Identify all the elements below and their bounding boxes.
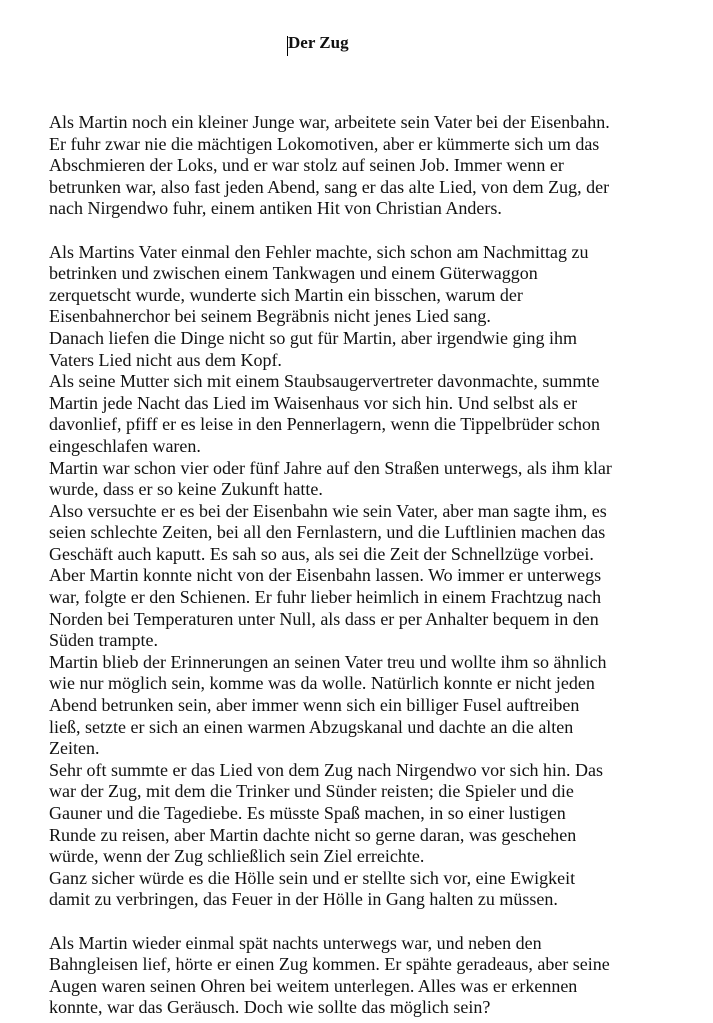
text-line: Als Martins Vater einmal den Fehler machte, sich schon am Nachmittag zu	[49, 241, 589, 262]
text-line: Als Martin noch ein kleiner Junge war, arbeitete sein Vater bei der Eisenbahn.	[49, 112, 610, 132]
text-line: Sehr oft summte er das Lied von dem Zug nach Nirgendwo vor sich hin. Das	[49, 759, 604, 780]
paragraph	[49, 112, 699, 220]
text-line: seien schlechte Zeiten, bei all den Fernlastern, und die Luftlinien machen das	[49, 522, 606, 543]
text-line: Augen waren seinen Ohren bei weitem unterlegen. Alles was er erkennen	[49, 975, 578, 996]
paragraph-gap	[49, 220, 699, 242]
text-line: Also versuchte er es bei der Eisenbahn wie sein Vater, aber man sagte ihm, es	[49, 500, 607, 521]
text-line: Runde zu reisen, aber Martin dachte nicht so gerne daran, was geschehen	[49, 824, 577, 845]
text-line: betrinken und zwischen einem Tankwagen und einem Güterwaggon	[49, 263, 538, 284]
text-line: Gauner und die Tagediebe. Es müsste Spaß machen, in so einer lustigen	[49, 803, 566, 823]
text-line: Geschäft auch kaputt. Es sah so aus, als sei die Zeit der Schnellzüge vorbei.	[49, 543, 594, 564]
text-line: betrunken war, also fast jeden Abend, sang er das alte Lied, von dem Zug, der	[49, 176, 610, 197]
text-line: wurde, dass er so keine Zukunft hatte.	[49, 479, 323, 500]
text-line: Norden bei Temperaturen unter Null, als dass er per Anhalter bequem in den	[49, 608, 599, 629]
text-line: wie nur möglich sein, komme was da wolle. Natürlich konnte er nicht jeden	[49, 673, 595, 694]
text-line: nach Nirgendwo fuhr, einem antiken Hit von Christian Anders.	[49, 198, 502, 219]
text-line: zerquetscht wurde, wunderte sich Martin ein bisschen, warum der	[49, 284, 523, 305]
paragraph	[49, 933, 699, 1019]
text-line: Als seine Mutter sich mit einem Staubsaugervertreter davonmachte, summte	[49, 371, 600, 392]
text-line: Abend betrunken sein, aber immer wenn sich ein billiger Fusel auftreiben	[49, 695, 580, 716]
text-line: eingeschlafen waren.	[49, 435, 201, 456]
text-line: Als Martin wieder einmal spät nachts unterwegs war, und neben den	[49, 932, 542, 953]
text-line: war, folgte er den Schienen. Er fuhr lieber heimlich in einem Frachtzug nach	[49, 587, 602, 608]
paragraph-gap	[49, 911, 699, 933]
text-line: Bahngleisen lief, hörte er einen Zug kommen. Er spähte geradeaus, aber seine	[49, 954, 610, 975]
text-line: Martin war schon vier oder fünf Jahre auf den Straßen unterwegs, als ihm klar	[49, 457, 612, 478]
text-line: würde, wenn der Zug schließlich sein Ziel erreichte.	[49, 846, 425, 867]
text-line: Martin jede Nacht das Lied im Waisenhaus vor sich hin. Und selbst als er	[49, 392, 578, 413]
text-line: Er fuhr zwar nie die mächtigen Lokomotiven, aber er kümmerte sich um das	[49, 133, 600, 154]
document-body[interactable]	[49, 112, 699, 1019]
text-line: Martin blieb der Erinnerungen an seinen Vater treu und wollte ihm so ähnlich	[49, 651, 607, 672]
text-line: konnte, war das Geräusch. Doch wie sollte das möglich sein?	[49, 997, 491, 1018]
text-line: war der Zug, mit dem die Trinker und Sünder reisten; die Spieler und die	[49, 781, 574, 802]
text-line: Süden trampte.	[49, 630, 158, 651]
text-line: Abschmieren der Loks, und er war stolz auf seinen Job. Immer wenn er	[49, 155, 564, 176]
text-line: damit zu verbringen, das Feuer in der Hölle in Gang halten zu müssen.	[49, 889, 558, 910]
text-line: Vaters Lied nicht aus dem Kopf.	[49, 349, 282, 370]
document-title: Der Zug	[288, 33, 349, 52]
text-line: Zeiten.	[49, 738, 100, 759]
text-line: ließ, setzte er sich an einen warmen Abzugskanal und dachte an die alten	[49, 716, 574, 737]
paragraph	[49, 242, 699, 911]
text-line: davonlief, pfiff er es leise in den Pennerlagern, wenn die Tippelbrüder schon	[49, 414, 601, 435]
text-line: Eisenbahnerchor bei seinem Begräbnis nicht jenes Lied sang.	[49, 306, 491, 327]
text-line: Danach liefen die Dinge nicht so gut für Martin, aber irgendwie ging ihm	[49, 327, 578, 348]
text-line: Aber Martin konnte nicht von der Eisenbahn lassen. Wo immer er unterwegs	[49, 565, 602, 586]
text-line: Ganz sicher würde es die Hölle sein und er stellte sich vor, eine Ewigkeit	[49, 867, 576, 888]
